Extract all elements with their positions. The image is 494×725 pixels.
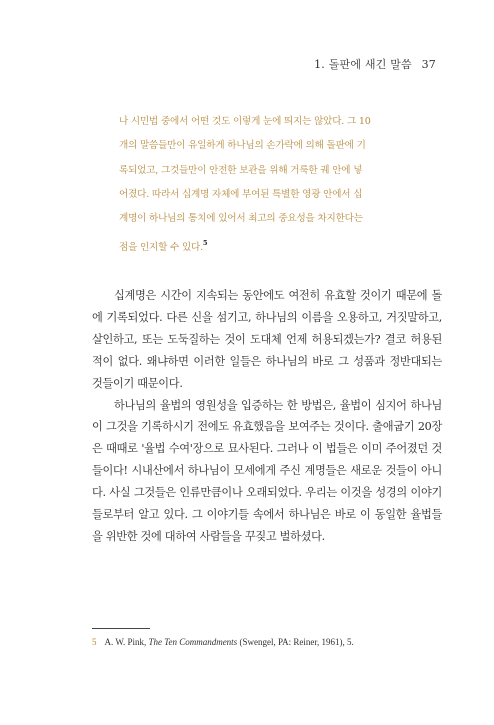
footnote-reference[interactable]: 5 [202, 239, 208, 248]
chapter-title: 1. 돌판에 새긴 말씀 [314, 58, 412, 71]
quote-line: 록되었고, 그것들만이 안전한 보관을 위해 거룩한 궤 안에 넣 [119, 164, 363, 176]
quote-line [119, 231, 439, 260]
body-paragraph: 십계명은 시간이 지속되는 동안에도 여전히 유효할 것이기 때문에 돌에 기록되었다. 다른 신을 섬기고, 하나님의 이름을 오용하고, 거짓말하고, 살인하고, 또는 도둑질하는 것이 도대체 언제 허용되겠는가? 결코 허용된 적이 없다. 왜냐하면 이러한 일들은 하나님의 바로 그 성품과 정반대되는 것들이기 때문이다. [92, 289, 442, 390]
footnote [92, 637, 452, 647]
quote-line-text: 점을 인지할 수 있다. [119, 242, 203, 254]
running-header [314, 56, 436, 72]
footnote-book-title: The Ten Commandments [148, 637, 238, 647]
body-paragraph: 하나님의 율법의 영원성을 입증하는 한 방법은, 율법이 심지어 하나님이 그것을 기록하시기 전에도 유효했음을 보여주는 것이다. 출애굽기 20장은 때때로 '율법 수여'장으로 묘사된다. 그러나 이 법들은 이미 주어졌던 것들이다! 시내산에서 하나님이 모세에게 주신 계명들은 새로운 것들이 아니다. 사실 그것들은 인류만큼이나 오래되었다. 우리는 이것을 성경의 이야기들로부터 알고 있다. 그 이야기들 속에서 하나님은 바로 이 동일한 율법들을 위반한 것에 대하여 사람들을 꾸짖고 벌하셨다. [92, 398, 442, 543]
quote-line: 어졌다. 따라서 십계명 자체에 부여된 특별한 영광 안에서 십 [119, 188, 363, 200]
block-quote [119, 110, 439, 261]
quote-line: 나 시민법 중에서 어떤 것도 이렇게 눈에 띄지는 않았다. 그 10 [119, 116, 371, 127]
body-text [92, 285, 442, 548]
footnote-author: A. W. Pink, [104, 637, 149, 647]
footnote-divider [92, 628, 150, 629]
quote-line: 계명이 하나님의 통치에 있어서 최고의 중요성을 차지한다는 [119, 213, 363, 225]
footnote-publication: (Swengel, PA: Reiner, 1961), 5. [237, 637, 354, 647]
footnote-number: 5 [92, 637, 97, 647]
quote-line: 개의 말씀들만이 유일하게 하나님의 손가락에 의해 돌판에 기 [119, 140, 366, 152]
page-number: 37 [421, 58, 436, 71]
